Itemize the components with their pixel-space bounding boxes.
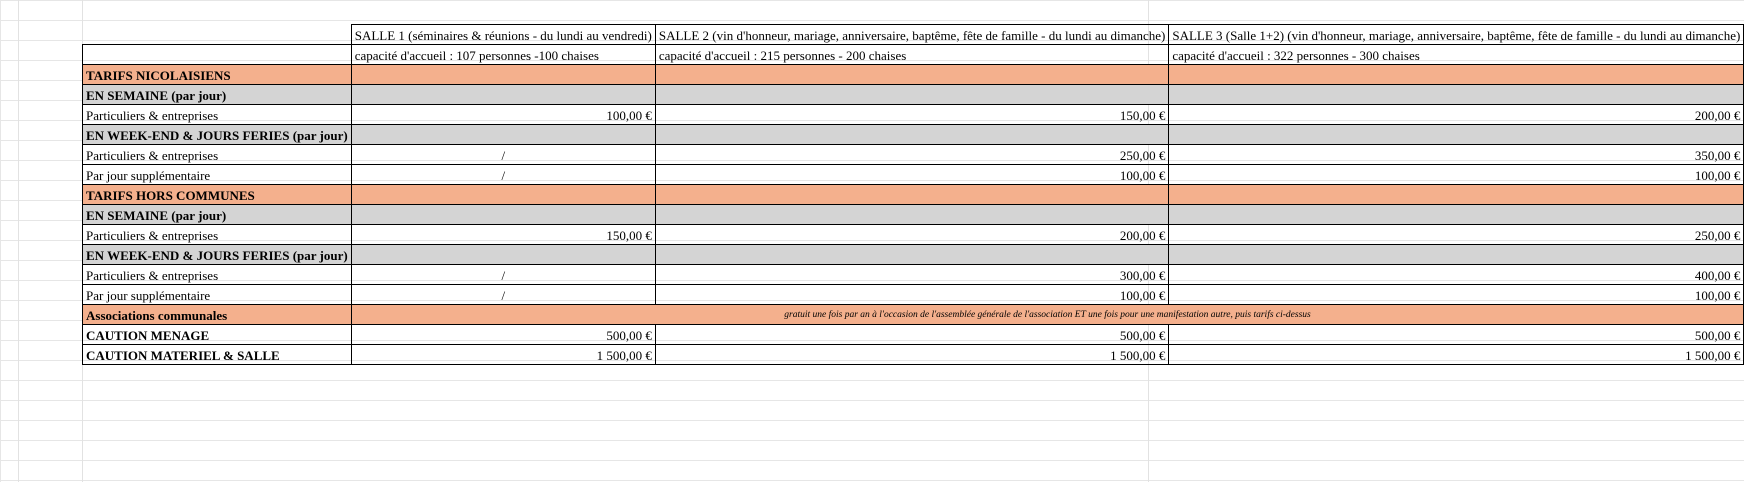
cell[interactable]	[655, 85, 1168, 105]
price-cell[interactable]: 500,00 €	[351, 325, 655, 345]
cell[interactable]	[1169, 245, 1744, 265]
associations-note[interactable]: gratuit une fois par an à l'occasion de l'assemblée générale de l'association ET une fois pour une manifestation autre, puis tarifs ci-dessus	[351, 305, 1744, 325]
row-label[interactable]: Particuliers & entreprises	[83, 145, 352, 165]
table-row	[83, 265, 1744, 285]
salle3-title[interactable]: SALLE 3 (Salle 1+2) (vin d'honneur, mariage, anniversaire, baptême, fête de famille - du lundi au dimanche)	[1169, 25, 1744, 45]
price-cell[interactable]: 100,00 €	[655, 285, 1168, 305]
table-row	[83, 225, 1744, 245]
subsection-title[interactable]: EN WEEK-END & JOURS FERIES (par jour)	[83, 125, 352, 145]
price-cell[interactable]: 250,00 €	[655, 145, 1168, 165]
subsection-row	[83, 85, 1744, 105]
section-title[interactable]: TARIFS NICOLAISIENS	[83, 65, 352, 85]
price-cell[interactable]: 1 500,00 €	[1169, 345, 1744, 365]
cell[interactable]	[1169, 85, 1744, 105]
header-capacity-row	[83, 45, 1744, 65]
section-title[interactable]: TARIFS HORS COMMUNES	[83, 185, 352, 205]
price-cell[interactable]: 250,00 €	[1169, 225, 1744, 245]
cell[interactable]	[1169, 205, 1744, 225]
price-cell[interactable]: 350,00 €	[1169, 145, 1744, 165]
price-cell[interactable]: 1 500,00 €	[655, 345, 1168, 365]
cell[interactable]	[655, 245, 1168, 265]
price-cell[interactable]: 300,00 €	[655, 265, 1168, 285]
price-cell[interactable]: 200,00 €	[1169, 105, 1744, 125]
price-cell[interactable]: 150,00 €	[351, 225, 655, 245]
subsection-row	[83, 245, 1744, 265]
empty-cell[interactable]	[83, 25, 352, 45]
price-cell[interactable]: 100,00 €	[1169, 285, 1744, 305]
subsection-row	[83, 125, 1744, 145]
salle3-capacity[interactable]: capacité d'accueil : 322 personnes - 300 chaises	[1169, 45, 1744, 65]
row-label[interactable]: Par jour supplémentaire	[83, 165, 352, 185]
salle1-title[interactable]: SALLE 1 (séminaires & réunions - du lundi au vendredi)	[351, 25, 655, 45]
associations-label[interactable]: Associations communales	[83, 305, 352, 325]
price-cell[interactable]: 100,00 €	[1169, 165, 1744, 185]
cell[interactable]	[351, 85, 655, 105]
table-row	[83, 325, 1744, 345]
table-row	[83, 145, 1744, 165]
price-cell[interactable]: 1 500,00 €	[351, 345, 655, 365]
salle1-capacity[interactable]: capacité d'accueil : 107 personnes -100 chaises	[351, 45, 655, 65]
table-row	[83, 165, 1744, 185]
row-label[interactable]: CAUTION MENAGE	[83, 325, 352, 345]
row-label[interactable]: Par jour supplémentaire	[83, 285, 352, 305]
header-title-row	[83, 25, 1744, 45]
cell[interactable]	[351, 65, 655, 85]
section-row	[83, 65, 1744, 85]
price-cell[interactable]: /	[351, 165, 655, 185]
price-cell[interactable]: 400,00 €	[1169, 265, 1744, 285]
price-cell[interactable]: 500,00 €	[1169, 325, 1744, 345]
row-label[interactable]: CAUTION MATERIEL & SALLE	[83, 345, 352, 365]
cell[interactable]	[351, 245, 655, 265]
cell[interactable]	[1169, 125, 1744, 145]
price-cell[interactable]: /	[351, 285, 655, 305]
row-label[interactable]: Particuliers & entreprises	[83, 105, 352, 125]
subsection-title[interactable]: EN WEEK-END & JOURS FERIES (par jour)	[83, 245, 352, 265]
cell[interactable]	[1169, 65, 1744, 85]
cell[interactable]	[1169, 185, 1744, 205]
table-row	[83, 345, 1744, 365]
price-cell[interactable]: /	[351, 145, 655, 165]
salle2-title[interactable]: SALLE 2 (vin d'honneur, mariage, anniversaire, baptême, fête de famille - du lundi au dimanche)	[655, 25, 1168, 45]
empty-cell[interactable]	[83, 45, 352, 65]
cell[interactable]	[655, 205, 1168, 225]
cell[interactable]	[655, 185, 1168, 205]
row-label[interactable]: Particuliers & entreprises	[83, 265, 352, 285]
cell[interactable]	[351, 125, 655, 145]
tarifs-table	[82, 24, 1744, 365]
grid-line	[18, 0, 19, 482]
row-label[interactable]: Particuliers & entreprises	[83, 225, 352, 245]
cell[interactable]	[655, 65, 1168, 85]
price-cell[interactable]: 150,00 €	[655, 105, 1168, 125]
price-cell[interactable]: /	[351, 265, 655, 285]
price-cell[interactable]: 100,00 €	[351, 105, 655, 125]
table-row	[83, 105, 1744, 125]
cell[interactable]	[351, 185, 655, 205]
price-cell[interactable]: 500,00 €	[655, 325, 1168, 345]
price-cell[interactable]: 200,00 €	[655, 225, 1168, 245]
table-row	[83, 285, 1744, 305]
cell[interactable]	[655, 125, 1168, 145]
subsection-title[interactable]: EN SEMAINE (par jour)	[83, 85, 352, 105]
section-row	[83, 185, 1744, 205]
price-cell[interactable]: 100,00 €	[655, 165, 1168, 185]
subsection-title[interactable]: EN SEMAINE (par jour)	[83, 205, 352, 225]
cell[interactable]	[351, 205, 655, 225]
subsection-row	[83, 205, 1744, 225]
salle2-capacity[interactable]: capacité d'accueil : 215 personnes - 200 chaises	[655, 45, 1168, 65]
associations-row	[83, 305, 1744, 325]
